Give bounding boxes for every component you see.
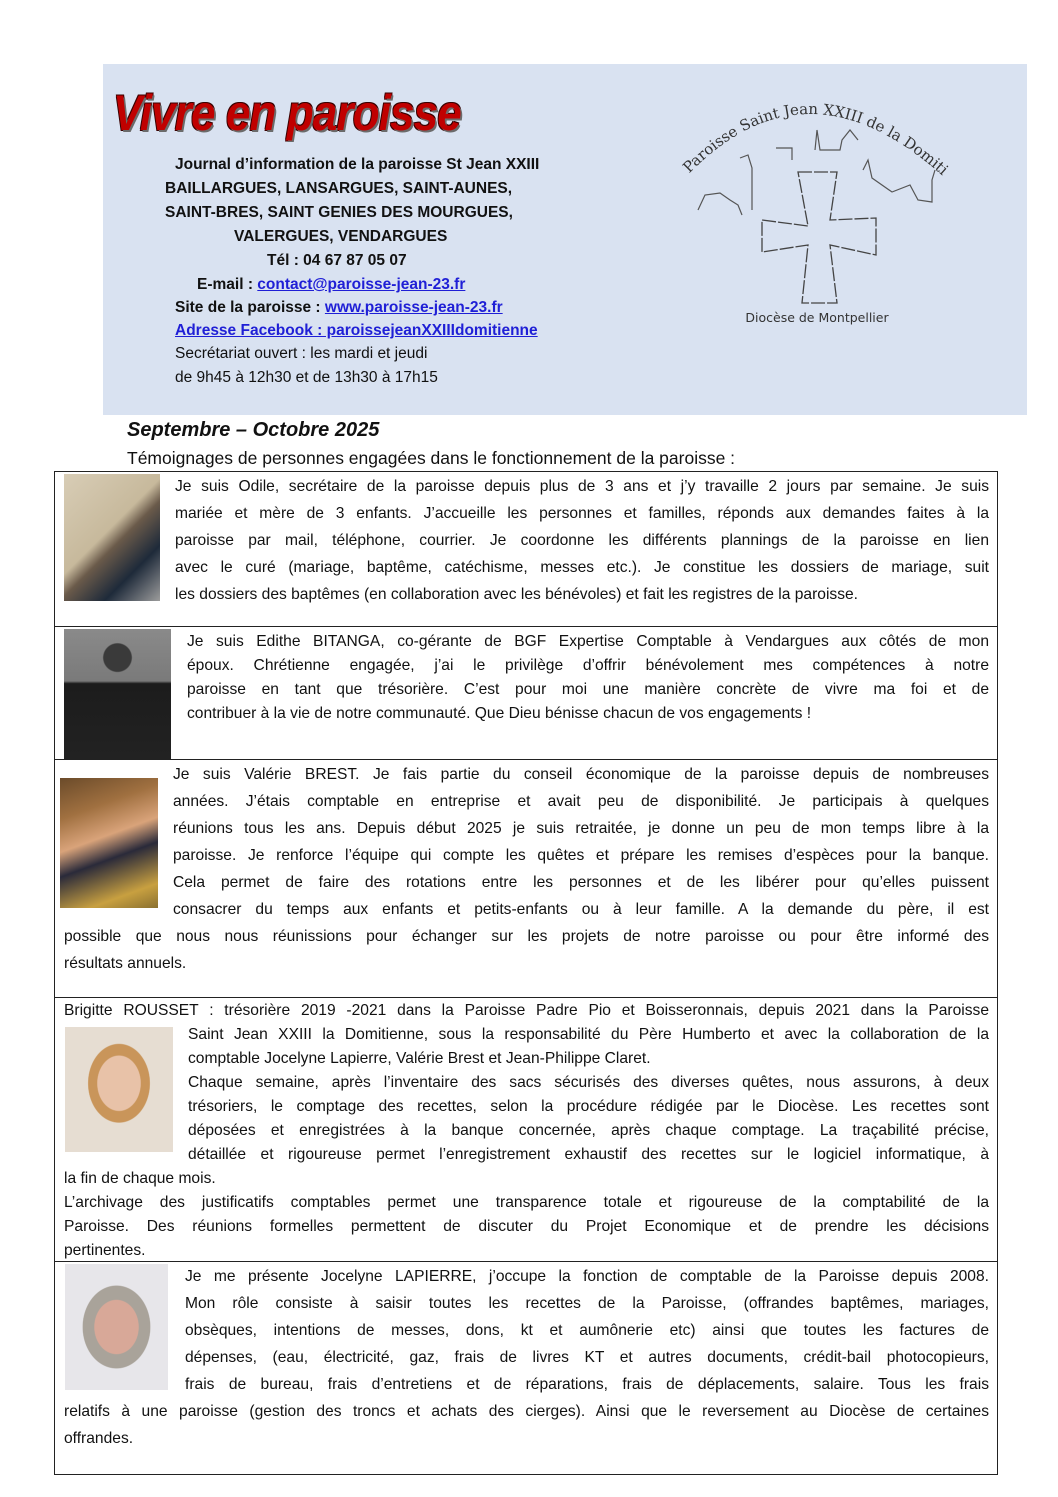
text-line: dépenses, (eau, électricité, gaz, frais de livres KT et autres documents, crédit-bail photocopieurs, <box>185 1349 989 1366</box>
testimony-text-full <box>64 1167 989 1263</box>
text-line: années. J’étais comptable en entreprise et avait peu de disponibilité. Je participais à quelques <box>173 793 989 810</box>
text-line: résultats annuels. <box>64 955 187 972</box>
facebook-link[interactable]: Adresse Facebook : paroissejeanXXIIIdomitienne <box>175 322 538 339</box>
logo-caption: Diocèse de Montpellier <box>745 310 889 325</box>
text-line: L’archivage des justificatifs comptables permet une transparence totale et rigoureuse de la comptabilité de la <box>64 1194 989 1211</box>
text-line: pertinentes. <box>64 1242 146 1259</box>
office-hours-line-1: Secrétariat ouvert : les mardi et jeudi <box>175 345 428 362</box>
testimony-edithe <box>54 626 998 759</box>
text-line: Je suis Valérie BREST. Je fais partie du conseil économique de la paroisse depuis de nombreuses <box>173 766 989 783</box>
jocelyne-photo <box>65 1264 168 1390</box>
text-line: offrandes. <box>64 1430 134 1447</box>
text-line: détaillée et rigoureuse permet l’enregistrement exhaustif des recettes sur le logiciel informatique, à <box>188 1146 989 1163</box>
svg-text:Paroisse Saint Jean XXIII de l <box>580 60 952 179</box>
text-line: frais de bureau, frais d’entretiens et de réparations, frais de déplacements, salaire. Tous les frais <box>185 1376 989 1393</box>
testimony-text <box>188 1023 989 1167</box>
text-line: consacrer du temps aux enfants et petits-enfants ou à leur famille. A la demande du père, il est <box>173 901 989 918</box>
valerie-photo <box>60 778 158 908</box>
text-line: avec le curé (mariage, baptême, catéchisme, messes etc.). Je constitue les dossiers de mariage, suit <box>175 559 989 576</box>
text-line: déposées et enregistrées à la banque concernée, après chaque comptage. La traçabilité précise, <box>188 1122 989 1139</box>
text-line: paroisse. Je renforce l’équipe qui compte les quêtes et prépare les remises d’espèces pour la banque. <box>173 847 989 864</box>
testimony-brigitte <box>54 997 998 1261</box>
testimony-text-full <box>64 1398 989 1452</box>
testimony-text <box>175 473 989 608</box>
edithe-photo <box>64 629 171 759</box>
text-line: époux. Chrétienne engagée, j’ai le privilège d’offrir bénévolement mes compétences à notre <box>187 657 989 674</box>
cross-logo-icon <box>580 60 1030 360</box>
text-line: Cela permet de faire des rotations entre les personnes et de les libérer pour qu’elles puissent <box>173 874 989 891</box>
testimony-text <box>185 1263 989 1398</box>
text-line: relatifs à une paroisse (gestion des troncs et achats des cierges). Ainsi que le reversement au Diocèse de certaines <box>64 1403 989 1420</box>
testimony-text <box>173 761 989 923</box>
journal-subtitle: Journal d’information de la paroisse St Jean XXIII <box>175 156 540 173</box>
text-line: contribuer à la vie de notre communauté. Que Dieu bénisse chacun de vos engagements ! <box>187 705 812 722</box>
testimony-jocelyne <box>54 1261 998 1475</box>
towns-line-1: BAILLARGUES, LANSARGUES, SAINT-AUNES, <box>165 180 513 197</box>
testimony-odile <box>54 471 998 626</box>
text-line: les dossiers des baptêmes (en collaboration avec les bénévoles) et fait les registres de la paroisse. <box>175 586 859 603</box>
logo-arc-text: Paroisse Saint Jean XXIII de la Domiti <box>679 99 952 179</box>
text-line: la fin de chaque mois. <box>64 1170 216 1187</box>
text-line: obsèques, intentions de messes, dons, kt et aumônerie etc) ainsi que toutes les factures de <box>185 1322 989 1339</box>
testimony-text <box>187 630 989 726</box>
text-line: Saint Jean XXIII la Domitienne, sous la responsabilité du Père Humberto et avec la collaboration de la <box>188 1026 989 1043</box>
text-line: paroisse en tant que trésorière. C’est pour moi une manière concrète de vivre ma foi et de <box>187 681 989 698</box>
text-line: paroisse par mail, téléphone, courrier. Je coordonne les différents plannings de la paroisse en lien <box>175 532 989 549</box>
text-line: possible que nous nous réunissions pour échanger sur les projets de notre paroisse ou pour être informé des <box>64 928 989 945</box>
email-link[interactable]: contact@paroisse-jean-23.fr <box>257 276 466 293</box>
text-line: Paroisse. Des réunions formelles permettent de discuter du Projet Economique et de prendre les décisions <box>64 1218 989 1235</box>
section-intro: Témoignages de personnes engagées dans le fonctionnement de la paroisse : <box>127 448 736 468</box>
odile-photo <box>64 474 160 601</box>
towns-line-3: VALERGUES, VENDARGUES <box>234 228 448 245</box>
email-label: E-mail : <box>197 276 258 293</box>
phone-number: Tél : 04 67 87 05 07 <box>267 252 407 269</box>
site-row <box>175 299 503 317</box>
issue-date: Septembre – Octobre 2025 <box>127 419 380 441</box>
text-line: Je suis Odile, secrétaire de la paroisse depuis plus de 3 ans et j’y travaille 2 jours par semaine. Je suis <box>175 478 989 495</box>
text-line: mariée et mère de 3 enfants. J’accueille les personnes et familles, réponds aux demandes faites à la <box>175 505 989 522</box>
text-line: Mon rôle consiste à saisir toutes les recettes de la Paroisse, (offrandes baptêmes, mariages, <box>185 1295 989 1312</box>
site-label: Site de la paroisse : <box>175 299 325 316</box>
text-line: Je me présente Jocelyne LAPIERRE, j’occupe la fonction de comptable de la Paroisse depuis 2008. <box>185 1268 989 1285</box>
parish-logo <box>580 60 1030 360</box>
text-line: comptable Jocelyne Lapierre, Valérie Brest et Jean-Philippe Claret. <box>188 1050 651 1067</box>
site-link[interactable]: www.paroisse-jean-23.fr <box>324 299 503 316</box>
text-line: Je suis Edithe BITANGA, co-gérante de BGF Expertise Comptable à Vendargues aux côtés de mon <box>187 633 989 650</box>
newsletter-title: Vivre en paroisse <box>113 85 461 141</box>
text-line: Brigitte ROUSSET : trésorière 2019 -2021 dans la Paroisse Padre Pio et Boisseronnais, depuis 2021 dans la Paroisse <box>64 1002 989 1019</box>
testimony-heading-line <box>64 999 989 1023</box>
text-line: réunions tous les ans. Depuis début 2025 je suis retraitée, je donne un peu de mon temps libre à la <box>173 820 989 837</box>
testimony-text-full <box>64 923 989 977</box>
text-line: Chaque semaine, après l’inventaire des sacs sécurisés des diverses quêtes, nous assurons, à deux <box>188 1074 989 1091</box>
text-line: trésoriers, le comptage des recettes, selon la procédure rédigée par le Diocèse. Les recettes sont <box>188 1098 989 1115</box>
brigitte-photo <box>65 1027 173 1152</box>
towns-line-2: SAINT-BRES, SAINT GENIES DES MOURGUES, <box>165 204 513 221</box>
testimony-valerie <box>54 759 998 997</box>
office-hours-line-2: de 9h45 à 12h30 et de 13h30 à 17h15 <box>175 369 438 386</box>
email-row <box>197 276 465 294</box>
